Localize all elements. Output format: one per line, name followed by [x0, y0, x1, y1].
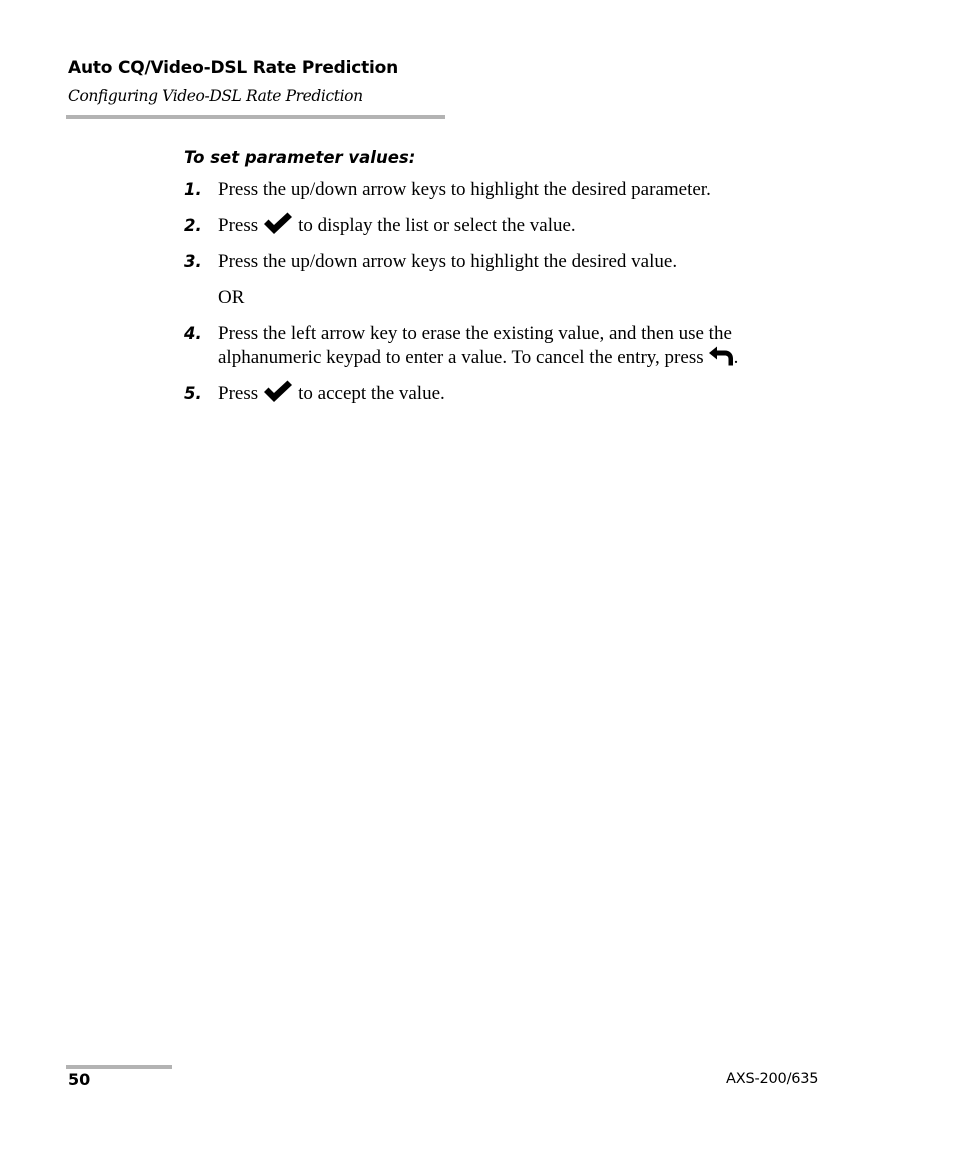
- step-number: 1.: [184, 180, 202, 199]
- step-text-after-icon: to display the list or select the value.: [298, 215, 576, 236]
- step-text-content: Press the up/down arrow keys to highlight the desired value.: [218, 251, 678, 272]
- step-number: 5.: [184, 384, 202, 403]
- step-text-before-icon: Press: [218, 383, 259, 404]
- page-number: 50: [68, 1070, 91, 1089]
- step-text-after-icon: to accept the value.: [298, 383, 445, 404]
- step-text-before-icon: Press: [218, 215, 259, 236]
- step-text-line-2-end: .: [733, 347, 739, 368]
- step-text-content: Press the up/down arrow keys to highlight the desired parameter.: [218, 179, 711, 200]
- step-text-line-1: Press the left arrow key to erase the existing value, and then use the: [218, 323, 732, 344]
- step-number: 2.: [184, 216, 202, 235]
- page-header-title: Auto CQ/Video-DSL Rate Prediction: [68, 58, 399, 78]
- step-text: [218, 250, 858, 274]
- header-divider: [66, 115, 445, 119]
- step-number: 3.: [184, 252, 202, 271]
- or-separator: OR: [218, 287, 245, 308]
- product-name: AXS-200/635: [726, 1071, 819, 1087]
- checkmark-icon: [262, 380, 294, 404]
- procedure-heading: To set parameter values:: [184, 148, 416, 167]
- step-text: [218, 322, 858, 370]
- page-header-subtitle: Configuring Video-DSL Rate Prediction: [68, 87, 363, 105]
- step-text: [218, 382, 858, 406]
- step-text: [218, 178, 858, 202]
- footer-divider: [66, 1065, 172, 1069]
- checkmark-icon: [262, 212, 294, 236]
- step-text: [218, 214, 858, 238]
- step-number: 4.: [184, 324, 202, 343]
- step-text-line-2: alphanumeric keypad to enter a value. To cancel the entry, press: [218, 347, 704, 368]
- back-arrow-icon: [708, 346, 734, 366]
